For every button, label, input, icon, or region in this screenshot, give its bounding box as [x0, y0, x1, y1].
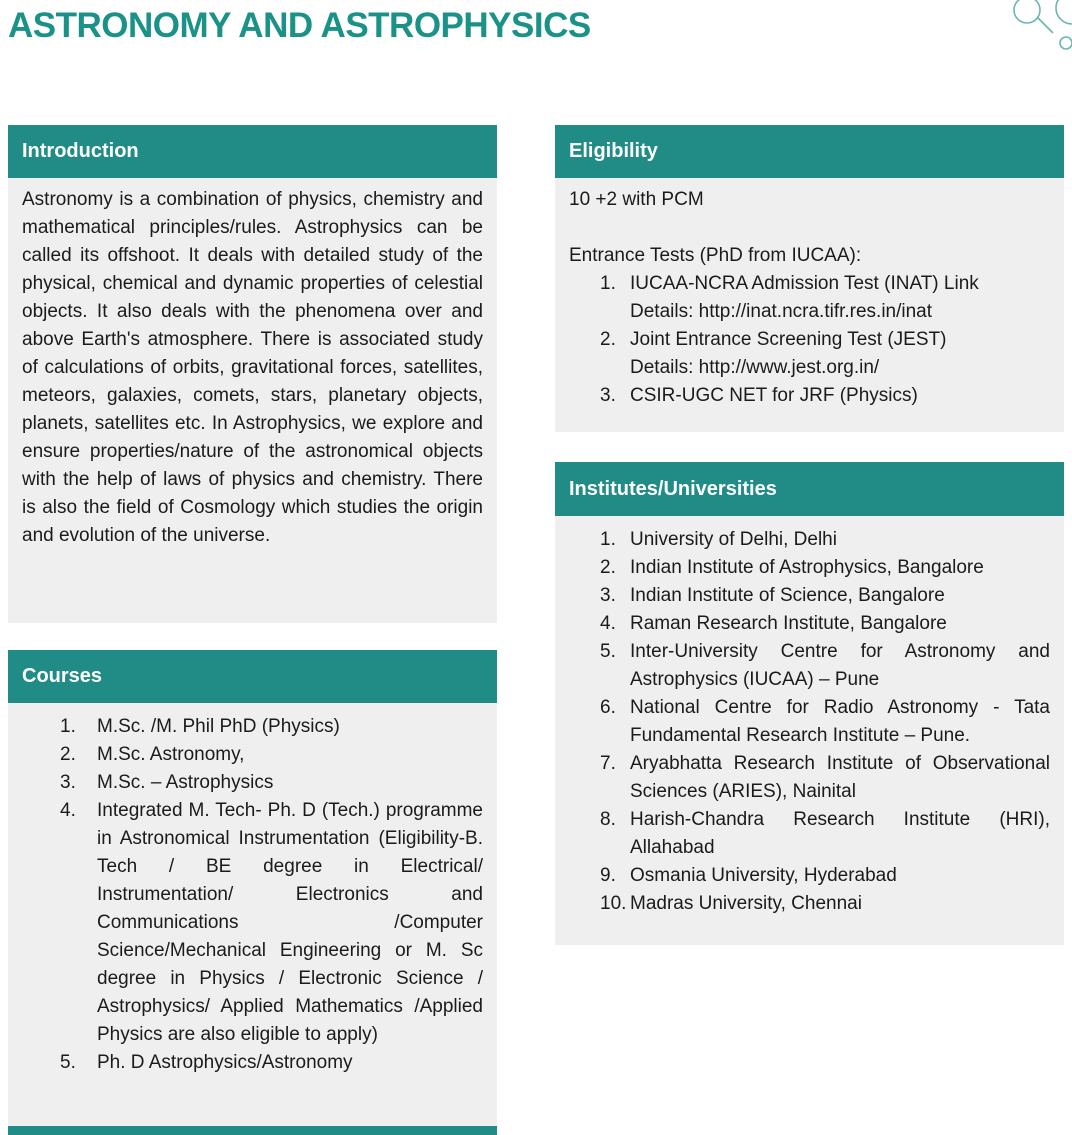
- entrance-tests-list: [569, 270, 1050, 410]
- course-item: Integrated M. Tech- Ph. D (Tech.) programme in Astronomical Instrumentation (Eligibility-B. Tech / BE degree in Electrical/ Instrumentation/ Electronics and Communications /Computer Science/Mechanical Engineering or M. Sc degree in Physics / Electronic Science / Astrophysics/ Applied Mathematics /Applied Physics are also eligible to apply): [97, 800, 483, 1045]
- section-gap: [555, 432, 1064, 462]
- entrance-tests-label: Entrance Tests (PhD from IUCAA):: [569, 245, 862, 266]
- test-detail-link: Details: http://inat.ncra.tifr.res.in/inat: [630, 301, 933, 322]
- course-item: M.Sc. – Astrophysics: [97, 772, 274, 793]
- institute-item: Osmania University, Hyderabad: [630, 865, 897, 886]
- test-name: IUCAA-NCRA Admission Test (INAT) Link: [630, 273, 979, 294]
- test-detail-link: Details: http://www.jest.org.in/: [630, 357, 880, 378]
- institute-item: Raman Research Institute, Bangalore: [630, 613, 947, 634]
- eligibility-section-header: [555, 125, 1064, 178]
- entrance-test-item: [600, 326, 1050, 382]
- partial-circles-icon: [980, 0, 1072, 62]
- courses-section-body: [8, 703, 497, 1126]
- test-name: CSIR-UGC NET for JRF (Physics): [630, 385, 918, 406]
- institute-item: Indian Institute of Astrophysics, Bangalore: [630, 557, 984, 578]
- institute-item: Aryabhatta Research Institute of Observational Sciences (ARIES), Nainital: [630, 753, 1050, 802]
- institutes-list: [569, 526, 1050, 918]
- introduction-section-header: [8, 125, 497, 178]
- institute-item: Madras University, Chennai: [630, 893, 862, 914]
- next-section-header-partial: [8, 1126, 497, 1135]
- institute-item: Harish-Chandra Research Institute (HRI), Allahabad: [630, 809, 1050, 858]
- left-column: [8, 125, 497, 1135]
- page-title: ASTRONOMY AND ASTROPHYSICS: [8, 6, 591, 45]
- courses-section-header: [8, 650, 497, 703]
- courses-list: [22, 713, 483, 1077]
- course-item: M.Sc. /M. Phil PhD (Physics): [97, 716, 340, 737]
- entrance-test-item: [600, 382, 1050, 410]
- entrance-test-item: [600, 270, 1050, 326]
- institutes-section-body: [555, 516, 1064, 945]
- institutes-heading: Institutes/Universities: [569, 477, 777, 500]
- course-item: M.Sc. Astronomy,: [97, 744, 245, 765]
- course-item: Ph. D Astrophysics/Astronomy: [97, 1052, 353, 1073]
- institute-item: Inter-University Centre for Astronomy and Astrophysics (IUCAA) – Pune: [630, 641, 1050, 690]
- test-name: Joint Entrance Screening Test (JEST): [630, 329, 947, 350]
- right-column: [555, 125, 1064, 945]
- section-gap: [8, 623, 497, 650]
- eligibility-section-body: [555, 178, 1064, 432]
- institutes-section-header: [555, 462, 1064, 516]
- introduction-heading: Introduction: [22, 140, 139, 162]
- courses-heading: Courses: [22, 665, 103, 687]
- institute-item: University of Delhi, Delhi: [630, 529, 837, 550]
- eligibility-heading: Eligibility: [569, 140, 658, 162]
- institute-item: National Centre for Radio Astronomy - Tata Fundamental Research Institute – Pune.: [630, 697, 1050, 746]
- introduction-paragraph: Astronomy is a combination of physics, chemistry and mathematical principles/rules. Astrophysics can be called its offshoot. It deals with detailed study of the physical, chemical and dynamic properties of celestial objects. It also deals with the phenomena over and above Earth's atmosphere. There is associated study of calculations of orbits, gravitational forces, satellites, meteors, galaxies, comets, stars, planetary objects, planets, satellites etc. In Astrophysics, we explore and ensure properties/nature of the astronomical objects with the help of laws of physics and chemistry. There is also the field of Cosmology which studies the origin and evolution of the universe.: [22, 189, 483, 546]
- qualification-text: 10 +2 with PCM: [569, 189, 704, 210]
- introduction-section-body: [8, 178, 497, 623]
- institute-item: Indian Institute of Science, Bangalore: [630, 585, 945, 606]
